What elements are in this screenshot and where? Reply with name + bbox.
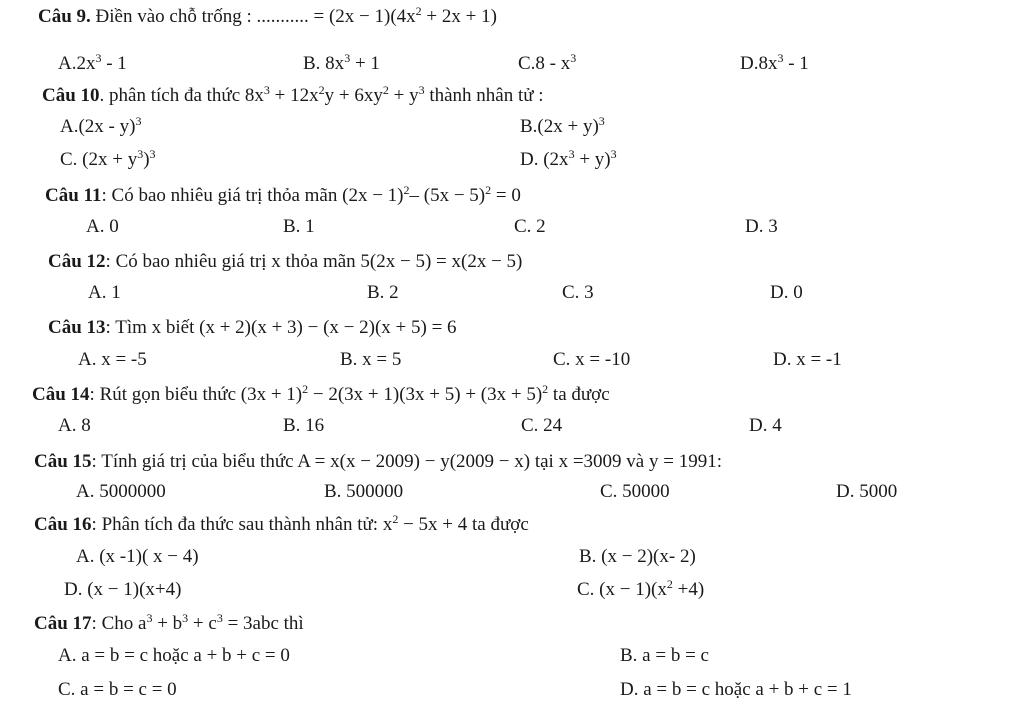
- answer-option: [86, 215, 119, 239]
- answer-option: [58, 678, 177, 702]
- exponent: 2: [382, 83, 389, 97]
- answer-option: [58, 414, 91, 438]
- answer-option: [553, 348, 630, 372]
- text-segment: C. (x − 1)(x: [577, 579, 667, 600]
- text-segment: : Có bao nhiêu giá trị thỏa mãn (2x − 1): [101, 185, 404, 206]
- answer-option: [514, 215, 546, 239]
- text-segment: B.(2x + y): [520, 116, 599, 137]
- exponent: 3: [216, 611, 223, 625]
- exponent: 2: [403, 183, 410, 197]
- text-segment: D. (2x: [520, 149, 569, 170]
- question-stem: [34, 513, 529, 537]
- text-segment: + 2x + 1): [421, 6, 497, 27]
- text-segment: A. 8: [58, 415, 91, 436]
- answer-option: [620, 678, 852, 702]
- text-segment: : Tính giá trị của biểu thức A = x(x − 2009) − y(2009 − x) tại x =3009 và y = 1991:: [91, 451, 722, 472]
- text-segment: D. 3: [745, 216, 778, 237]
- text-segment: y + 6xy: [324, 85, 383, 106]
- exponent: 2: [392, 512, 399, 526]
- question-stem: [38, 5, 497, 29]
- text-segment: + c: [188, 613, 217, 634]
- text-segment: B. 16: [283, 415, 325, 436]
- text-segment: C. x = -10: [553, 349, 631, 370]
- text-segment: – (5x − 5): [409, 185, 486, 206]
- exponent: 3: [149, 147, 156, 161]
- answer-option: [76, 480, 166, 504]
- answer-option: [577, 578, 704, 602]
- text-segment: A. a = b = c hoặc a + b + c = 0: [58, 645, 290, 666]
- exponent: 3: [344, 51, 351, 65]
- exponent: 3: [146, 611, 153, 625]
- answer-option: [740, 52, 809, 76]
- answer-option: [60, 115, 141, 139]
- text-segment: C. 50000: [600, 481, 670, 502]
- exponent: 3: [610, 147, 617, 161]
- exponent: 3: [95, 51, 102, 65]
- text-segment: : Có bao nhiêu giá trị x thỏa mãn 5(2x − 5) = x(2x − 5): [105, 251, 523, 272]
- question-number: Câu 11: [45, 185, 102, 206]
- text-segment: C. 24: [521, 415, 563, 436]
- text-segment: : Phân tích đa thức sau thành nhân tử: x: [91, 514, 393, 535]
- exponent: 2: [415, 4, 422, 18]
- text-segment: D. a = b = c hoặc a + b + c = 1: [620, 679, 852, 700]
- answer-option: [773, 348, 842, 372]
- answer-option: [600, 480, 670, 504]
- text-segment: C.8 - x: [518, 53, 571, 74]
- answer-option: [64, 578, 181, 602]
- question-number: Câu 9.: [38, 6, 91, 27]
- text-segment: +4): [672, 579, 705, 600]
- answer-option: [620, 644, 709, 668]
- answer-option: [562, 281, 594, 305]
- exponent: 3: [418, 83, 425, 97]
- text-segment: A. 1: [88, 282, 121, 303]
- text-segment: = 3abc thì: [222, 613, 304, 634]
- exponent: 3: [263, 83, 270, 97]
- text-segment: + 1: [350, 53, 380, 74]
- text-segment: − 2(3x + 1)(3x + 5) + (3x + 5): [308, 384, 543, 405]
- text-segment: + y): [574, 149, 611, 170]
- text-segment: A.2x: [58, 53, 96, 74]
- answer-option: [58, 644, 290, 668]
- question-number: Câu 15: [34, 451, 92, 472]
- exponent: 3: [137, 147, 144, 161]
- question-stem: [34, 612, 304, 636]
- text-segment: A. (x -1)( x − 4): [76, 546, 199, 567]
- question-number: Câu 13: [48, 317, 106, 338]
- question-number: Câu 17: [34, 613, 92, 634]
- text-segment: B. 1: [283, 216, 315, 237]
- exponent: 3: [777, 51, 784, 65]
- text-segment: + b: [152, 613, 183, 634]
- answer-option: [60, 148, 156, 172]
- exponent: 2: [302, 382, 309, 396]
- answer-option: [520, 115, 605, 139]
- answer-option: [78, 348, 147, 372]
- text-segment: D.8x: [740, 53, 778, 74]
- exponent: 2: [542, 382, 549, 396]
- question-stem: [34, 450, 722, 474]
- question-number: Câu 12: [48, 251, 106, 272]
- text-segment: D. (x − 1)(x+4): [64, 579, 182, 600]
- exponent: 3: [135, 114, 142, 128]
- text-segment: B. 2: [367, 282, 399, 303]
- text-segment: : Cho a: [91, 613, 147, 634]
- question-number: Câu 10: [42, 85, 100, 106]
- text-segment: - 1: [783, 53, 809, 74]
- answer-option: [579, 545, 696, 569]
- answer-option: [367, 281, 399, 305]
- text-segment: D. 5000: [836, 481, 898, 502]
- answer-option: [324, 480, 403, 504]
- text-segment: − 5x + 4 ta được: [398, 514, 529, 535]
- text-segment: ): [143, 149, 150, 170]
- answer-option: [521, 414, 562, 438]
- text-segment: B. x = 5: [340, 349, 402, 370]
- text-segment: + 12x: [269, 85, 319, 106]
- exponent: 2: [318, 83, 325, 97]
- text-segment: C. a = b = c = 0: [58, 679, 177, 700]
- text-segment: : Tìm x biết (x + 2)(x + 3) − (x − 2)(x + 5) = 6: [105, 317, 457, 338]
- exponent: 3: [570, 51, 577, 65]
- question-stem: [32, 383, 610, 407]
- text-segment: A.(2x - y): [60, 116, 136, 137]
- answer-option: [836, 480, 897, 504]
- text-segment: B. (x − 2)(x- 2): [579, 546, 696, 567]
- exponent: 3: [598, 114, 605, 128]
- answer-option: [76, 545, 199, 569]
- text-segment: A. 5000000: [76, 481, 166, 502]
- text-segment: = 0: [491, 185, 521, 206]
- exponent: 2: [485, 183, 492, 197]
- answer-option: [518, 52, 576, 76]
- text-segment: : Rút gọn biểu thức (3x + 1): [89, 384, 303, 405]
- text-segment: C. 3: [562, 282, 594, 303]
- text-segment: D. x = -1: [773, 349, 842, 370]
- text-segment: C. 2: [514, 216, 546, 237]
- text-segment: C. (2x + y: [60, 149, 138, 170]
- answer-option: [303, 52, 380, 76]
- question-stem: [45, 184, 521, 208]
- text-segment: B. a = b = c: [620, 645, 709, 666]
- question-stem: [48, 250, 522, 274]
- answer-option: [58, 52, 127, 76]
- text-segment: thành nhân tử :: [424, 85, 544, 106]
- answer-option: [749, 414, 782, 438]
- exponent: 3: [182, 611, 189, 625]
- answer-option: [520, 148, 617, 172]
- question-stem: [48, 316, 457, 340]
- text-segment: Điền vào chỗ trống : ........... = (2x − 1)(4x: [90, 6, 416, 27]
- text-segment: ta được: [548, 384, 610, 405]
- text-segment: + y: [388, 85, 419, 106]
- text-segment: . phân tích đa thức 8x: [99, 85, 264, 106]
- text-segment: D. 0: [770, 282, 803, 303]
- question-number: Câu 16: [34, 514, 92, 535]
- text-segment: - 1: [101, 53, 127, 74]
- exponent: 3: [568, 147, 575, 161]
- answer-option: [340, 348, 401, 372]
- answer-option: [745, 215, 778, 239]
- question-stem: [42, 84, 544, 108]
- text-segment: D. 4: [749, 415, 782, 436]
- answer-option: [283, 414, 324, 438]
- question-number: Câu 14: [32, 384, 90, 405]
- text-segment: A. x = -5: [78, 349, 147, 370]
- answer-option: [770, 281, 803, 305]
- answer-option: [283, 215, 315, 239]
- exponent: 2: [666, 577, 673, 591]
- answer-option: [88, 281, 121, 305]
- text-segment: B. 8x: [303, 53, 345, 74]
- text-segment: A. 0: [86, 216, 119, 237]
- text-segment: B. 500000: [324, 481, 404, 502]
